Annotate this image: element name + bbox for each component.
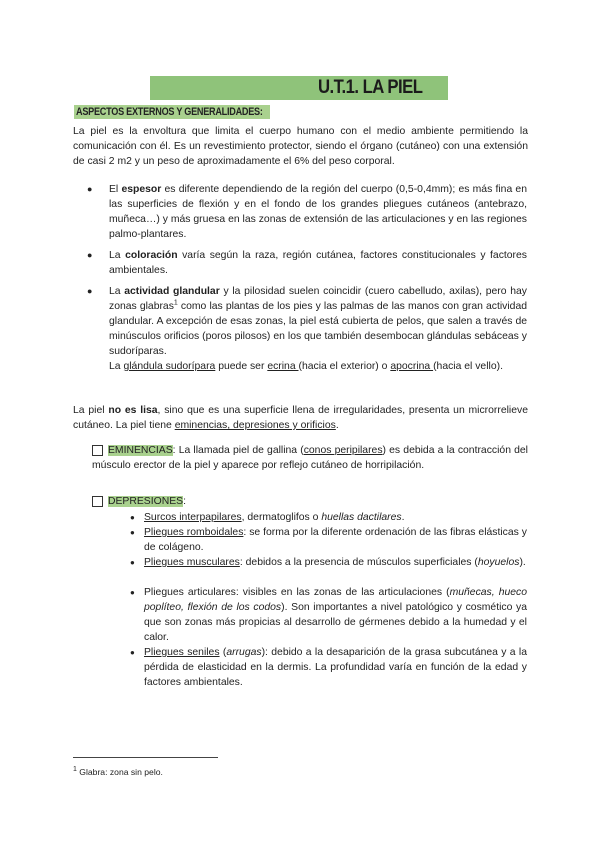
text: La piel	[73, 405, 109, 416]
checkbox-eminencias[interactable]	[92, 445, 103, 456]
text: : debidos a la presencia de músculos superficiales (	[239, 557, 478, 568]
irregularities-term: eminencias, depresiones y orificios	[174, 420, 336, 431]
text: (hacia el exterior) o	[298, 361, 391, 372]
footnote-ref[interactable]: 1	[173, 299, 178, 307]
section-title: ASPECTOS EXTERNOS Y GENERALIDADES:	[76, 106, 263, 118]
bullet-dot: ●	[130, 513, 135, 522]
list-item	[130, 645, 527, 690]
bullet-dot: ●	[130, 558, 135, 567]
item-term: Pliegues seniles	[144, 647, 220, 658]
text: ) es debida a la contracción del músculo erector de la piel y aparece por reflejo cutáneo de horripilación.	[92, 445, 528, 471]
intro-paragraph: La piel es la envoltura que limita el cuerpo humano con el medio ambiente permitiendo la comunicación con él. Es un revestimiento protector, siendo el órgano (cutáneo) con una extensión de casi 2 m2 y un peso de aproximadamente el 6% del peso corporal.	[73, 126, 528, 167]
text: .	[335, 420, 339, 431]
bullet-coloracion	[87, 248, 527, 278]
text: El	[109, 184, 122, 195]
bullet-dot: ●	[130, 648, 135, 657]
text: (	[219, 647, 227, 658]
checkbox-depresiones[interactable]	[92, 496, 103, 507]
footnote-divider	[73, 757, 218, 758]
bullet-dot: ●	[87, 250, 93, 260]
italic-text: huellas dactilares	[321, 512, 402, 523]
term-espesor: espesor	[121, 184, 162, 195]
text: : visibles en las zonas de las articulaciones (	[235, 587, 450, 598]
depresiones-label: DEPRESIONES	[108, 496, 184, 507]
list-item	[130, 555, 527, 570]
text: varía según la raza, región cutánea, factores constitucionales y factores ambientales.	[109, 250, 527, 276]
item-term: Pliegues romboidales	[144, 527, 244, 538]
bullet-dot: ●	[130, 528, 135, 537]
term-coloracion: coloración	[125, 250, 178, 261]
text: La	[109, 361, 124, 372]
list-item	[130, 510, 527, 525]
page-title: U.T.1. LA PIEL	[318, 77, 423, 98]
text: .	[401, 512, 405, 523]
item-term: Surcos interpapilares	[144, 512, 242, 523]
term-glandular: actividad glandular	[124, 286, 220, 297]
footnote	[73, 765, 163, 780]
item-term: Pliegues musculares	[144, 557, 240, 568]
item-term: Pliegues articulares	[144, 587, 236, 598]
text: La	[109, 286, 125, 297]
italic-text: arrugas	[226, 647, 262, 658]
apocrina-term: apocrina	[390, 361, 434, 372]
italic-text: hoyuelos	[477, 557, 520, 568]
gland-term: glándula sudorípara	[123, 361, 216, 372]
ecrina-term: ecrina	[267, 361, 299, 372]
depresiones-heading	[92, 494, 528, 509]
conos-term: conos peripilares	[303, 445, 383, 456]
text: : se forma por la diferente ordenación de las fibras elásticas y de colágeno.	[144, 527, 527, 553]
text: ).	[519, 557, 526, 568]
list-item	[130, 525, 527, 555]
text: , sino que es una superficie llena de irregularidades, presenta un microrrelieve cutáneo. La piel tiene	[73, 405, 528, 431]
text: La	[109, 250, 126, 261]
italic-text: muñecas, hueco poplíteo, flexión de los codos	[144, 587, 528, 613]
list-item	[130, 585, 528, 645]
eminencias-block	[92, 443, 528, 473]
lisa-paragraph	[73, 403, 528, 433]
footnote-number: 1	[73, 766, 77, 774]
text: es diferente dependiendo de la región del cuerpo (0,5-0,4mm); es más fina en las superficies de flexión y en el fondo de los grandes pliegues cutáneos (antebrazo, muñeca…) y más gruesa en las zonas de extensión de las articulaciones y en las regiones palmo-plantares.	[109, 184, 527, 240]
text: :	[183, 496, 186, 507]
text: y la pilosidad suelen coincidir (cuero cabelludo, axilas), pero hay zonas glabras	[109, 286, 527, 312]
text: puede ser	[215, 361, 268, 372]
text: ). Son importantes a nivel patológico y cosmético ya que son zonas más propicias al desarrollo de gérmenes debido a la humedad y el calor.	[144, 602, 528, 643]
bullet-dot: ●	[87, 184, 93, 194]
eminencias-label: EMINENCIAS	[108, 445, 173, 456]
footnote-text: Glabra: zona sin pelo.	[76, 767, 163, 777]
text: ): debido a la desaparición de la grasa subcutánea y a la pérdida de elasticidad en la dermis. La profundidad varía en función de la edad y factores ambientales.	[144, 647, 527, 688]
bullet-dot: ●	[130, 588, 135, 597]
term-lisa: no es lisa	[108, 405, 158, 416]
bullet-glandular	[87, 284, 527, 374]
bullet-espesor	[87, 182, 527, 242]
bullet-dot: ●	[87, 286, 93, 296]
text: como las plantas de los pies y las palmas de las manos con gran actividad glandular. A excepción de esas zonas, la piel está cubierta de pelos, que salen a través de minúsculos orificios (poros pilosos) en los que también desembocan glándulas sebáceas y sudoríparas.	[109, 301, 527, 357]
text: : La llamada piel de gallina (	[172, 445, 304, 456]
text: , dermatoglifos o	[241, 512, 322, 523]
text: (hacia el vello).	[433, 361, 503, 372]
